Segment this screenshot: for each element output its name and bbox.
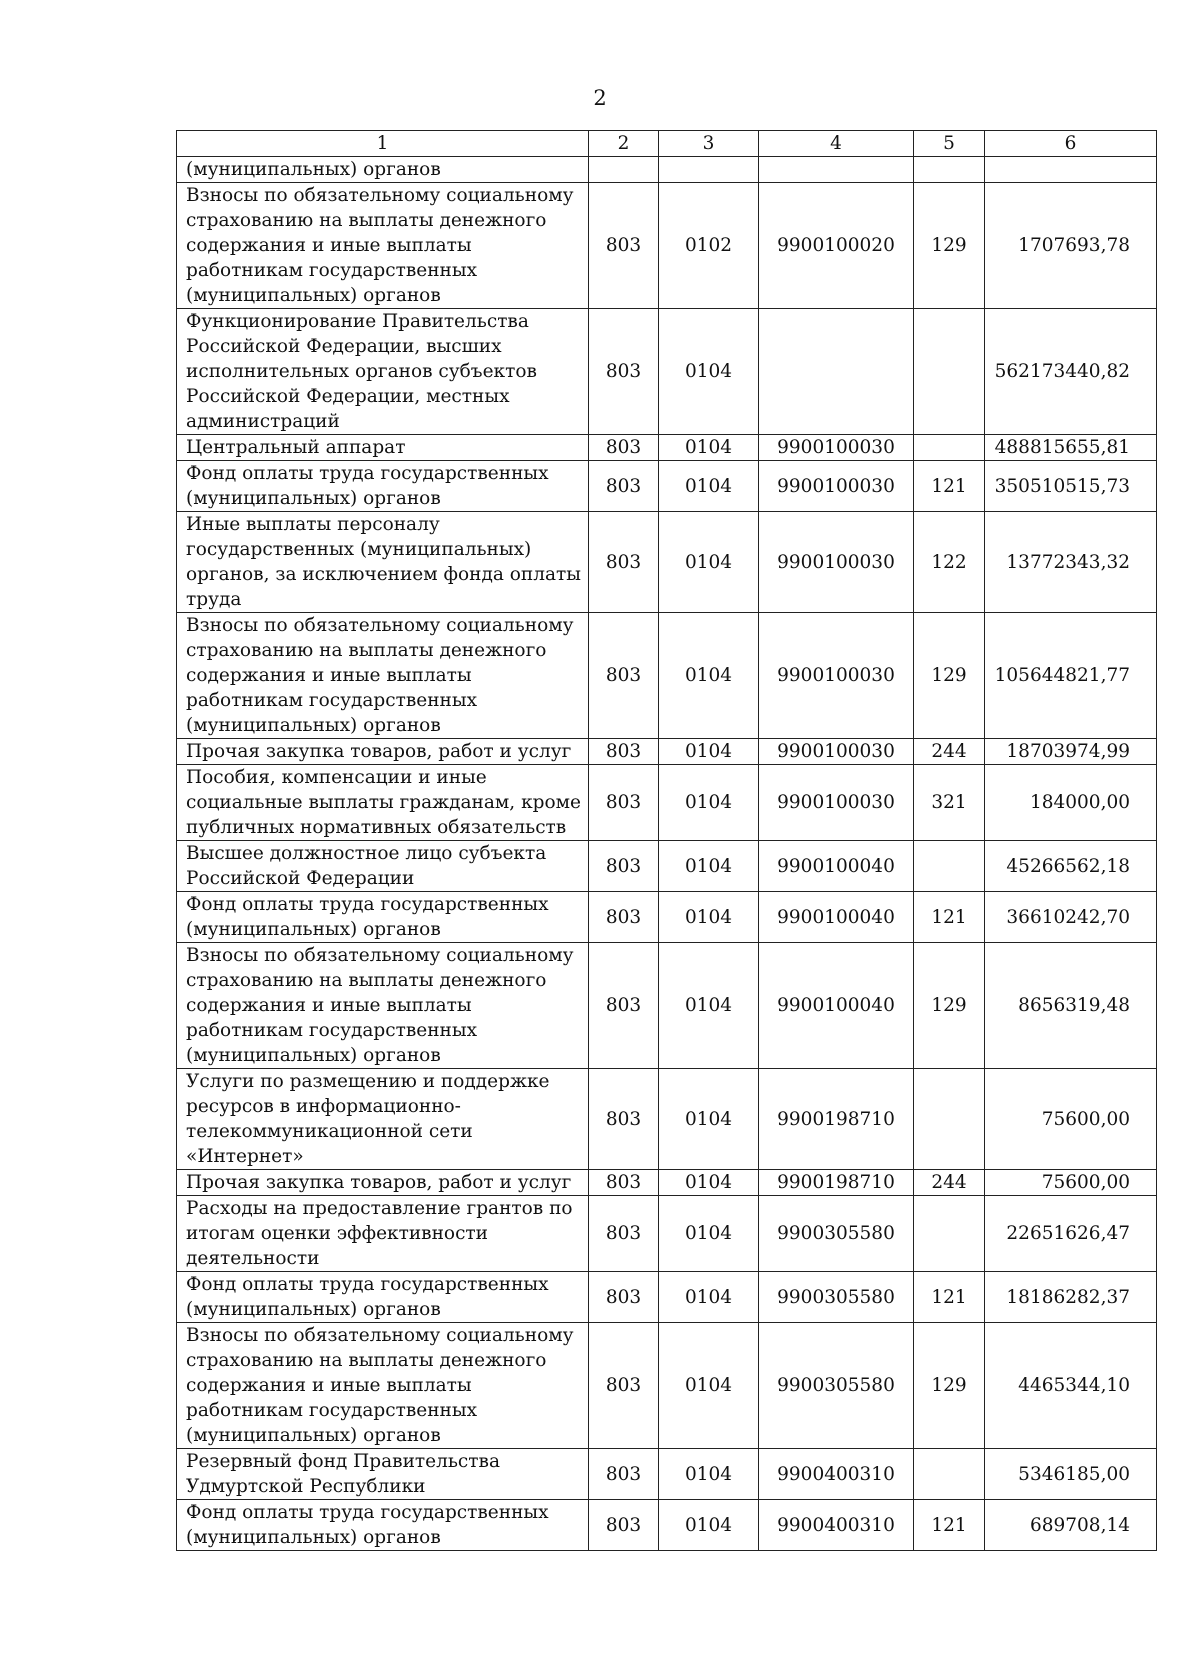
cell-target-article: 9900198710 [759,1069,914,1170]
cell-expense-type: 321 [914,765,985,841]
cell-section: 0104 [659,765,759,841]
table-header-row [177,131,1157,157]
cell-target-article: 9900100040 [759,841,914,892]
cell-section: 0104 [659,892,759,943]
cell-expense-type [914,1196,985,1272]
cell-expense-type: 121 [914,461,985,512]
cell-amount: 689708,14 [985,1500,1157,1551]
cell-section: 0104 [659,1500,759,1551]
cell-glava: 803 [589,183,659,309]
cell-amount: 45266562,18 [985,841,1157,892]
table-row [177,739,1157,765]
cell-amount: 75600,00 [985,1069,1157,1170]
row-name: Фонд оплаты труда государственных (муниципальных) органов [177,461,589,512]
row-name: (муниципальных) органов [177,157,589,183]
row-name: Услуги по размещению и поддержке ресурсов в информационно-телекоммуникационной сети «Интернет» [177,1069,589,1170]
cell-expense-type [914,309,985,435]
cell-section: 0104 [659,739,759,765]
cell-glava: 803 [589,1323,659,1449]
cell-target-article: 9900100030 [759,435,914,461]
table-row [177,765,1157,841]
row-name: Взносы по обязательному социальному страхованию на выплаты денежного содержания и иные выплаты работникам государственных (муниципальных) органов [177,1323,589,1449]
cell-glava: 803 [589,613,659,739]
row-name: Пособия, компенсации и иные социальные выплаты гражданам, кроме публичных нормативных обязательств [177,765,589,841]
row-name: Фонд оплаты труда государственных (муниципальных) органов [177,892,589,943]
table-row [177,613,1157,739]
cell-target-article: 9900100030 [759,739,914,765]
row-name: Прочая закупка товаров, работ и услуг [177,1170,589,1196]
cell-expense-type [914,1449,985,1500]
cell-glava: 803 [589,1170,659,1196]
cell-section: 0104 [659,613,759,739]
cell-expense-type: 129 [914,1323,985,1449]
table-row [177,435,1157,461]
cell-amount: 13772343,32 [985,512,1157,613]
table-row [177,1500,1157,1551]
page-number: 2 [593,86,607,110]
cell-amount [985,157,1157,183]
cell-expense-type: 121 [914,1500,985,1551]
cell-glava: 803 [589,512,659,613]
table-row [177,1449,1157,1500]
table-row [177,1069,1157,1170]
cell-section: 0104 [659,435,759,461]
cell-glava: 803 [589,892,659,943]
table-row [177,309,1157,435]
column-header-6: 6 [985,131,1157,157]
row-name: Взносы по обязательному социальному страхованию на выплаты денежного содержания и иные выплаты работникам государственных (муниципальных) органов [177,613,589,739]
cell-section: 0104 [659,943,759,1069]
cell-expense-type [914,1069,985,1170]
table-row [177,1170,1157,1196]
table-row [177,892,1157,943]
cell-expense-type: 244 [914,1170,985,1196]
cell-expense-type: 244 [914,739,985,765]
cell-amount: 105644821,77 [985,613,1157,739]
cell-section: 0104 [659,461,759,512]
cell-target-article: 9900100030 [759,613,914,739]
table-row [177,157,1157,183]
row-name: Взносы по обязательному социальному страхованию на выплаты денежного содержания и иные выплаты работникам государственных (муниципальных) органов [177,183,589,309]
cell-section: 0104 [659,1272,759,1323]
cell-target-article: 9900100030 [759,512,914,613]
cell-glava: 803 [589,739,659,765]
cell-amount: 75600,00 [985,1170,1157,1196]
cell-glava: 803 [589,1272,659,1323]
cell-glava: 803 [589,1449,659,1500]
cell-glava: 803 [589,1500,659,1551]
cell-amount: 5346185,00 [985,1449,1157,1500]
cell-target-article: 9900100040 [759,892,914,943]
table-row [177,1196,1157,1272]
column-header-3: 3 [659,131,759,157]
cell-expense-type [914,841,985,892]
cell-amount: 488815655,81 [985,435,1157,461]
cell-section: 0104 [659,1323,759,1449]
row-name: Иные выплаты персоналу государственных (муниципальных) органов, за исключением фонда оплаты труда [177,512,589,613]
cell-amount: 350510515,73 [985,461,1157,512]
column-header-4: 4 [759,131,914,157]
cell-amount: 4465344,10 [985,1323,1157,1449]
cell-glava: 803 [589,309,659,435]
cell-glava: 803 [589,461,659,512]
cell-glava: 803 [589,435,659,461]
cell-section: 0104 [659,309,759,435]
cell-amount: 1707693,78 [985,183,1157,309]
table-row [177,183,1157,309]
cell-amount: 184000,00 [985,765,1157,841]
cell-section: 0104 [659,512,759,613]
row-name: Функционирование Правительства Российской Федерации, высших исполнительных органов субъектов Российской Федерации, местных администраций [177,309,589,435]
cell-glava: 803 [589,765,659,841]
cell-expense-type: 129 [914,943,985,1069]
cell-amount: 562173440,82 [985,309,1157,435]
table-row [177,1323,1157,1449]
cell-expense-type: 121 [914,892,985,943]
cell-target-article [759,309,914,435]
cell-target-article: 9900198710 [759,1170,914,1196]
column-header-1: 1 [177,131,589,157]
table-row [177,841,1157,892]
cell-section: 0104 [659,1069,759,1170]
cell-glava: 803 [589,1196,659,1272]
row-name: Резервный фонд Правительства Удмуртской Республики [177,1449,589,1500]
row-name: Фонд оплаты труда государственных (муниципальных) органов [177,1500,589,1551]
cell-expense-type [914,157,985,183]
row-name: Центральный аппарат [177,435,589,461]
table-row [177,1272,1157,1323]
cell-target-article: 9900100030 [759,765,914,841]
cell-section: 0102 [659,183,759,309]
cell-target-article: 9900400310 [759,1500,914,1551]
cell-amount: 36610242,70 [985,892,1157,943]
cell-section: 0104 [659,841,759,892]
row-name: Высшее должностное лицо субъекта Российской Федерации [177,841,589,892]
cell-expense-type [914,435,985,461]
row-name: Расходы на предоставление грантов по итогам оценки эффективности деятельности [177,1196,589,1272]
cell-target-article: 9900100040 [759,943,914,1069]
cell-section: 0104 [659,1196,759,1272]
row-name: Взносы по обязательному социальному страхованию на выплаты денежного содержания и иные выплаты работникам государственных (муниципальных) органов [177,943,589,1069]
table-row [177,943,1157,1069]
cell-expense-type: 121 [914,1272,985,1323]
cell-expense-type: 129 [914,183,985,309]
cell-glava: 803 [589,841,659,892]
cell-glava: 803 [589,1069,659,1170]
cell-glava: 803 [589,943,659,1069]
cell-target-article: 9900100020 [759,183,914,309]
column-header-5: 5 [914,131,985,157]
cell-expense-type: 122 [914,512,985,613]
cell-target-article: 9900305580 [759,1196,914,1272]
cell-glava [589,157,659,183]
cell-section: 0104 [659,1170,759,1196]
cell-target-article: 9900305580 [759,1323,914,1449]
row-name: Фонд оплаты труда государственных (муниципальных) органов [177,1272,589,1323]
column-header-2: 2 [589,131,659,157]
row-name: Прочая закупка товаров, работ и услуг [177,739,589,765]
cell-expense-type: 129 [914,613,985,739]
table-row [177,461,1157,512]
cell-section [659,157,759,183]
cell-amount: 18703974,99 [985,739,1157,765]
cell-section: 0104 [659,1449,759,1500]
cell-target-article: 9900100030 [759,461,914,512]
cell-target-article: 9900400310 [759,1449,914,1500]
table-row [177,512,1157,613]
cell-target-article [759,157,914,183]
cell-target-article: 9900305580 [759,1272,914,1323]
cell-amount: 18186282,37 [985,1272,1157,1323]
budget-table [176,130,1157,1551]
cell-amount: 22651626,47 [985,1196,1157,1272]
cell-amount: 8656319,48 [985,943,1157,1069]
